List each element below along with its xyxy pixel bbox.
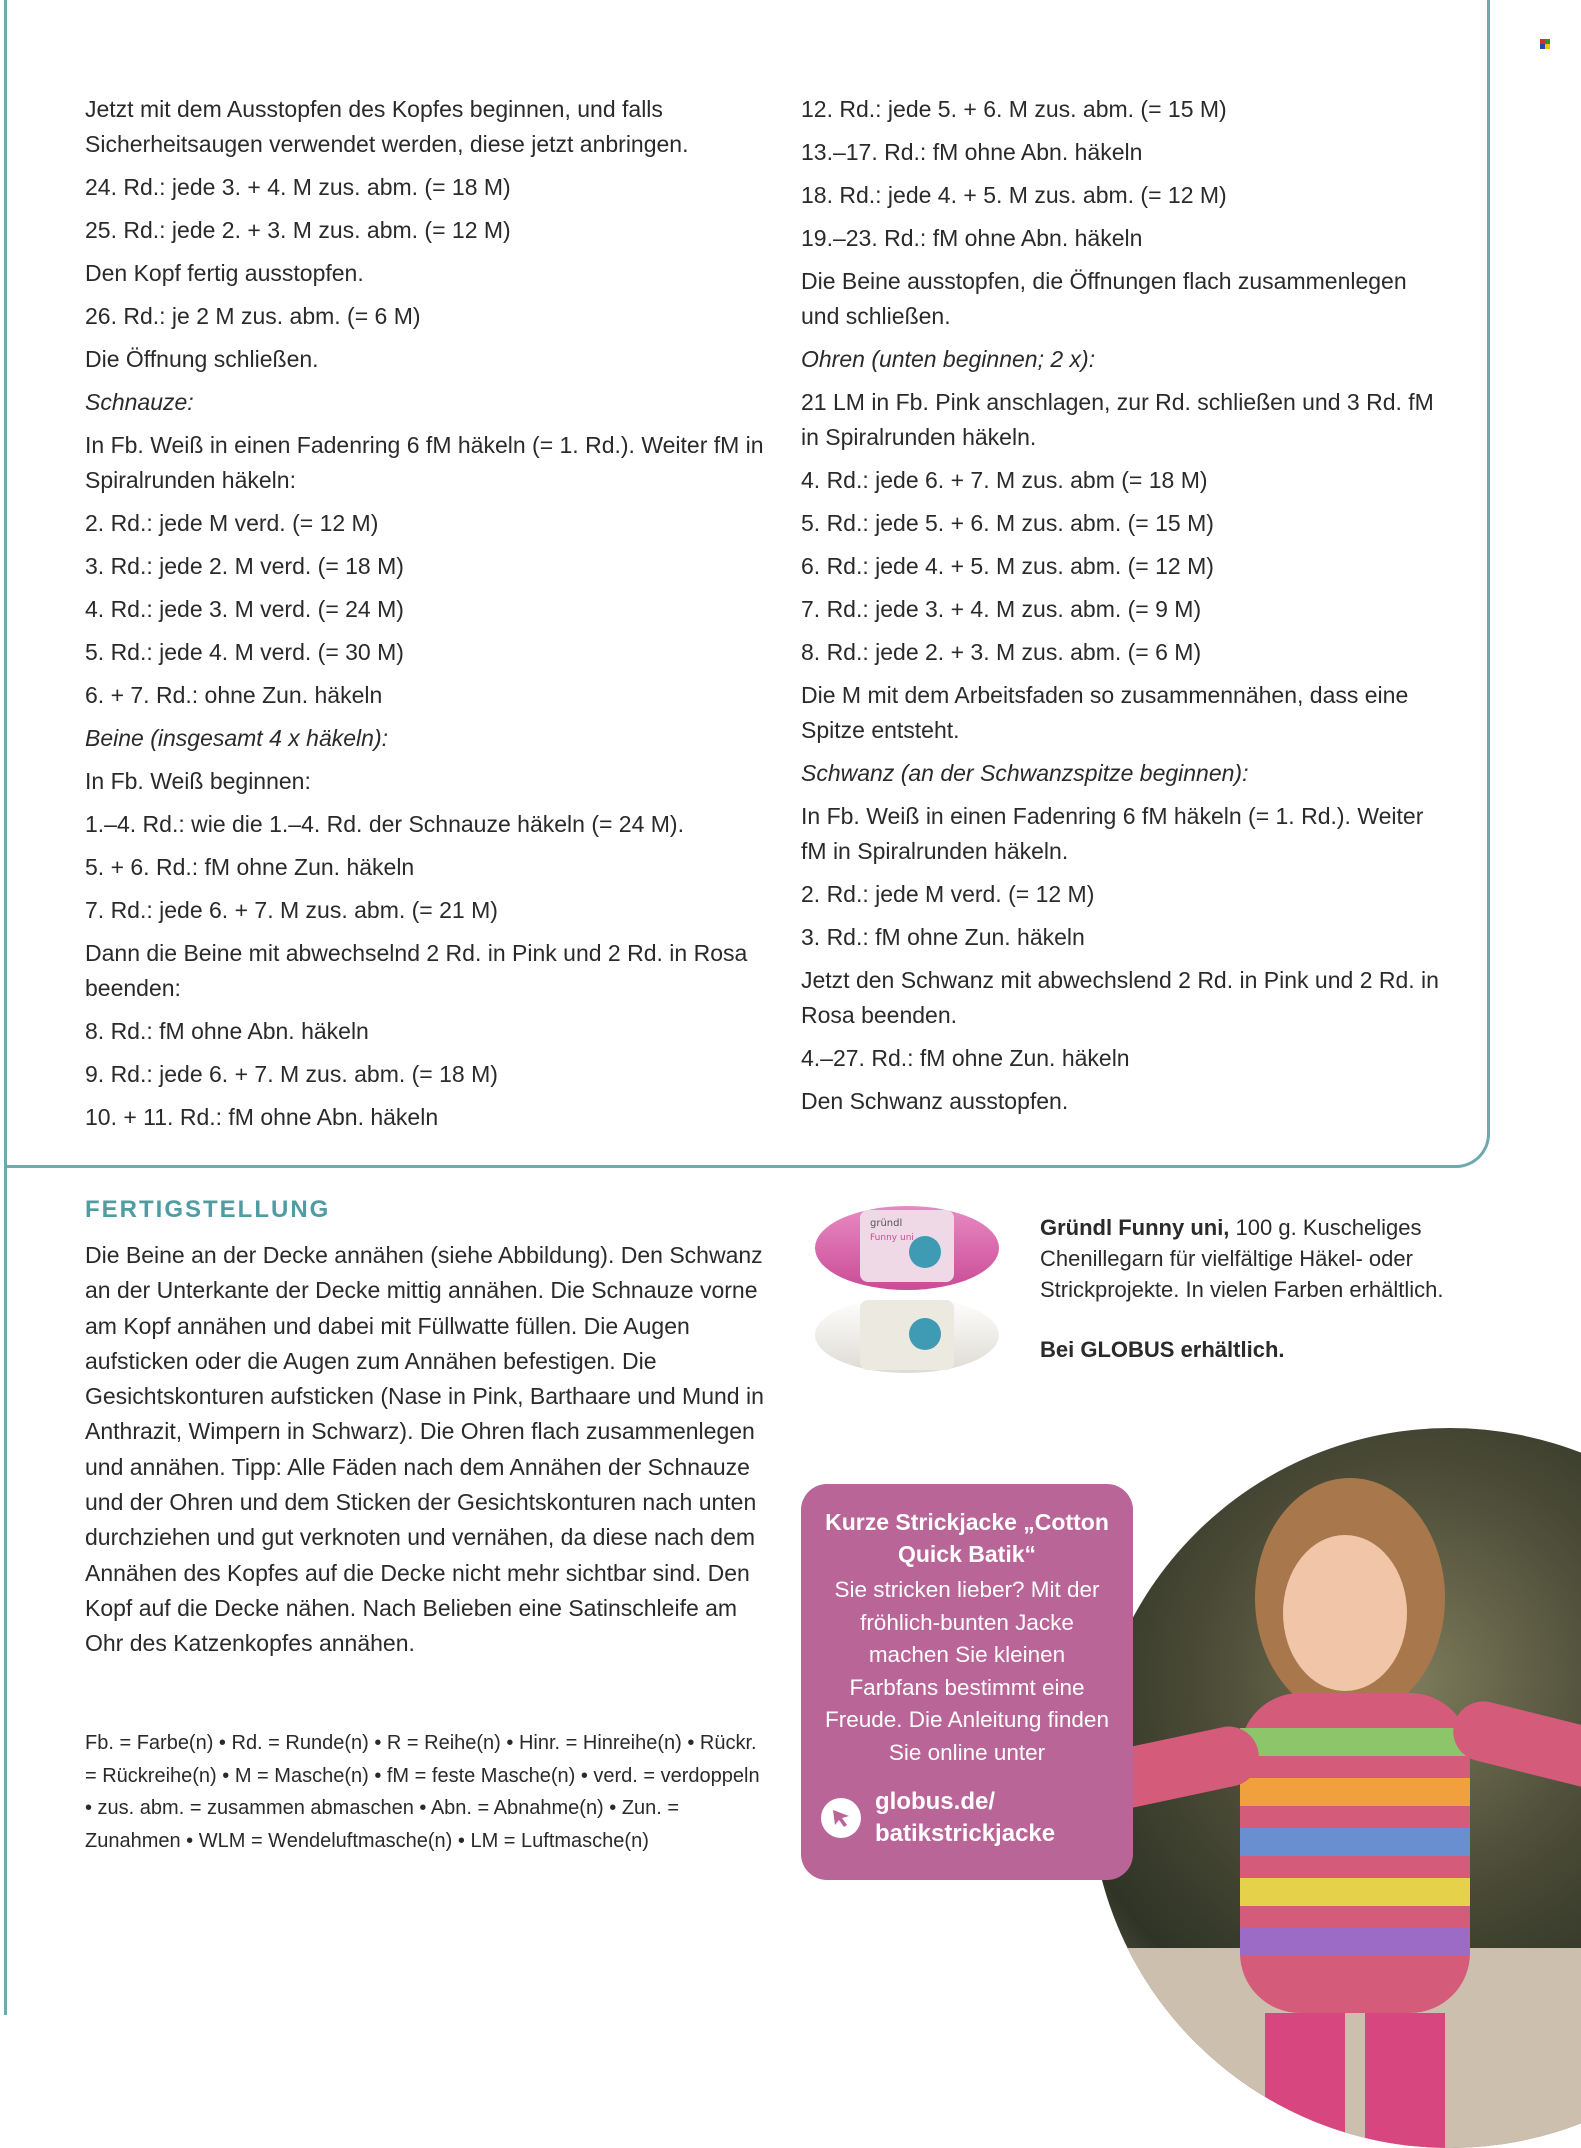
instruction-line: 3. Rd.: fM ohne Zun. häkeln <box>801 924 1085 950</box>
instruction-line: In Fb. Weiß beginnen: <box>85 768 311 794</box>
promo-text: Sie stricken lieber? Mit der fröhlich-bunten Jacke machen Sie kleinen Farbfans bestimmt eine Freude. Die Anleitung finden Sie online unter <box>825 1577 1109 1765</box>
instruction-line: Den Schwanz ausstopfen. <box>801 1088 1069 1114</box>
instruction-line: 13.–17. Rd.: fM ohne Abn. häkeln <box>801 139 1143 165</box>
yarn-label-name: Funny uni <box>870 1233 914 1243</box>
instruction-line: Dann die Beine mit abwechselnd 2 Rd. in Pink und 2 Rd. in Rosa beenden: <box>85 940 748 1001</box>
promo-link-line1[interactable]: globus.de/ <box>875 1788 995 1815</box>
instruction-line: 12. Rd.: jede 5. + 6. M zus. abm. (= 15 M) <box>801 96 1227 122</box>
product-description <box>1040 1212 1460 1305</box>
instruction-line: 2. Rd.: jede M verd. (= 12 M) <box>85 510 379 536</box>
instruction-line: 1.–4. Rd.: wie die 1.–4. Rd. der Schnauze häkeln (= 24 M). <box>85 811 684 837</box>
section-subheading: Ohren (unten beginnen; 2 x): <box>801 346 1096 372</box>
instruction-line: 7. Rd.: jede 6. + 7. M zus. abm. (= 21 M) <box>85 897 498 923</box>
promo-link-text[interactable] <box>875 1786 1055 1850</box>
instruction-line: 5. Rd.: jede 5. + 6. M zus. abm. (= 15 M) <box>801 510 1214 536</box>
child-photo <box>1090 1428 1581 2148</box>
instruction-line: 8. Rd.: jede 2. + 3. M zus. abm. (= 6 M) <box>801 639 1202 665</box>
brand-mark-icon <box>1540 39 1550 49</box>
cursor-arrow-icon <box>821 1798 861 1838</box>
promo-link[interactable] <box>821 1786 1055 1850</box>
instruction-line: Den Kopf fertig ausstopfen. <box>85 260 364 286</box>
product-availability: Bei GLOBUS erhältlich. <box>1040 1337 1285 1362</box>
instructions-left-column <box>85 92 765 1143</box>
finishing-text: Die Beine an der Decke annähen (siehe Abbildung). Den Schwanz an der Unterkante der Decke mittig annähen. Die Schnauze vorne am Kopf annähen und dabei mit Füllwatte füllen. Die Augen aufsticken oder die Augen zum Annähen befestigen. Die Gesichtskonturen aufsticken (Nase in Pink, Barthaare und Mund in Anthrazit, Wimpern in Schwarz). Die Ohren flach zusammenlegen und annähen. Tipp: Alle Fäden nach dem Annähen der Schnauze und der Ohren und dem Sticken der Gesichtskonturen nach unten durchziehen und gut verknoten und vernähen, da diese nach dem Annähen des Kopfes auf die Decke nicht mehr sichtbar sind. Den Kopf auf die Decke nähen. Nach Belieben eine Satinschleife am Ohr des Katzenkopfes annähen. <box>85 1242 764 1657</box>
promo-link-line2[interactable]: batikstrickjacke <box>875 1820 1056 1847</box>
instruction-line: Die Beine ausstopfen, die Öffnungen flach zusammenlegen und schließen. <box>801 268 1407 329</box>
abbreviations-legend: Fb. = Farbe(n) • Rd. = Runde(n) • R = Reihe(n) • Hinr. = Hinreihe(n) • Rückr. = Rückreihe(n) • M = Masche(n) • fM = feste Masche(n) • verd. = verdoppeln • zus. abm. = zusammen abmaschen • Abn. = Abnahme(n) • Zun. = Zunahmen • WLM = Wendeluftmasche(n) • LM = Luftmasche(n) <box>85 1732 760 1852</box>
instruction-line: Jetzt mit dem Ausstopfen des Kopfes beginnen, und falls Sicherheitsaugen verwendet werden, diese jetzt anbringen. <box>85 96 689 157</box>
finishing-heading: FERTIGSTELLUNG <box>85 1196 331 1223</box>
instruction-line: 24. Rd.: jede 3. + 4. M zus. abm. (= 18 M) <box>85 174 511 200</box>
product-details: 100 g. Kuscheliges Chenillegarn für vielfältige Häkel- oder Strickprojekte. In vielen Farben erhältlich. <box>1040 1215 1444 1302</box>
instructions-right-column <box>801 92 1441 1127</box>
instruction-line: 8. Rd.: fM ohne Abn. häkeln <box>85 1018 369 1044</box>
promo-box <box>801 1484 1133 1880</box>
instruction-line: In Fb. Weiß in einen Fadenring 6 fM häkeln (= 1. Rd.). Weiter fM in Spiralrunden häkeln: <box>85 432 764 493</box>
yarn-label-brand: gründl <box>870 1218 903 1229</box>
instruction-line: 9. Rd.: jede 6. + 7. M zus. abm. (= 18 M) <box>85 1061 498 1087</box>
instruction-line: 6. + 7. Rd.: ohne Zun. häkeln <box>85 682 383 708</box>
instruction-line: 10. + 11. Rd.: fM ohne Abn. häkeln <box>85 1104 439 1130</box>
instruction-line: 18. Rd.: jede 4. + 5. M zus. abm. (= 12 M) <box>801 182 1227 208</box>
instruction-line: 2. Rd.: jede M verd. (= 12 M) <box>801 881 1095 907</box>
section-subheading: Schwanz (an der Schwanzspitze beginnen): <box>801 760 1249 786</box>
instruction-line: 19.–23. Rd.: fM ohne Abn. häkeln <box>801 225 1143 251</box>
promo-title: Kurze Strickjacke „Cotton Quick Batik“ <box>825 1509 1109 1567</box>
instruction-line: Die M mit dem Arbeitsfaden so zusammennähen, dass eine Spitze entsteht. <box>801 682 1409 743</box>
instruction-line: 26. Rd.: je 2 M zus. abm. (= 6 M) <box>85 303 421 329</box>
instruction-line: Jetzt den Schwanz mit abwechslend 2 Rd. in Pink und 2 Rd. in Rosa beenden. <box>801 967 1439 1028</box>
instruction-line: 5. Rd.: jede 4. M verd. (= 30 M) <box>85 639 404 665</box>
instruction-line: 7. Rd.: jede 3. + 4. M zus. abm. (= 9 M) <box>801 596 1202 622</box>
instruction-line: 6. Rd.: jede 4. + 5. M zus. abm. (= 12 M) <box>801 553 1214 579</box>
section-subheading: Beine (insgesamt 4 x häkeln): <box>85 725 388 751</box>
instruction-line: 21 LM in Fb. Pink anschlagen, zur Rd. schließen und 3 Rd. fM in Spiralrunden häkeln. <box>801 389 1434 450</box>
instruction-line: In Fb. Weiß in einen Fadenring 6 fM häkeln (= 1. Rd.). Weiter fM in Spiralrunden häkeln. <box>801 803 1424 864</box>
instruction-line: 4. Rd.: jede 3. M verd. (= 24 M) <box>85 596 404 622</box>
section-subheading: Schnauze: <box>85 389 194 415</box>
instruction-line: 3. Rd.: jede 2. M verd. (= 18 M) <box>85 553 404 579</box>
yarn-product-image <box>808 1200 1006 1376</box>
instruction-line: 5. + 6. Rd.: fM ohne Zun. häkeln <box>85 854 415 880</box>
product-name: Gründl Funny uni, <box>1040 1215 1230 1240</box>
instruction-line: Die Öffnung schließen. <box>85 346 319 372</box>
instruction-line: 25. Rd.: jede 2. + 3. M zus. abm. (= 12 M) <box>85 217 511 243</box>
instruction-line: 4. Rd.: jede 6. + 7. M zus. abm (= 18 M) <box>801 467 1208 493</box>
instruction-line: 4.–27. Rd.: fM ohne Zun. häkeln <box>801 1045 1130 1071</box>
